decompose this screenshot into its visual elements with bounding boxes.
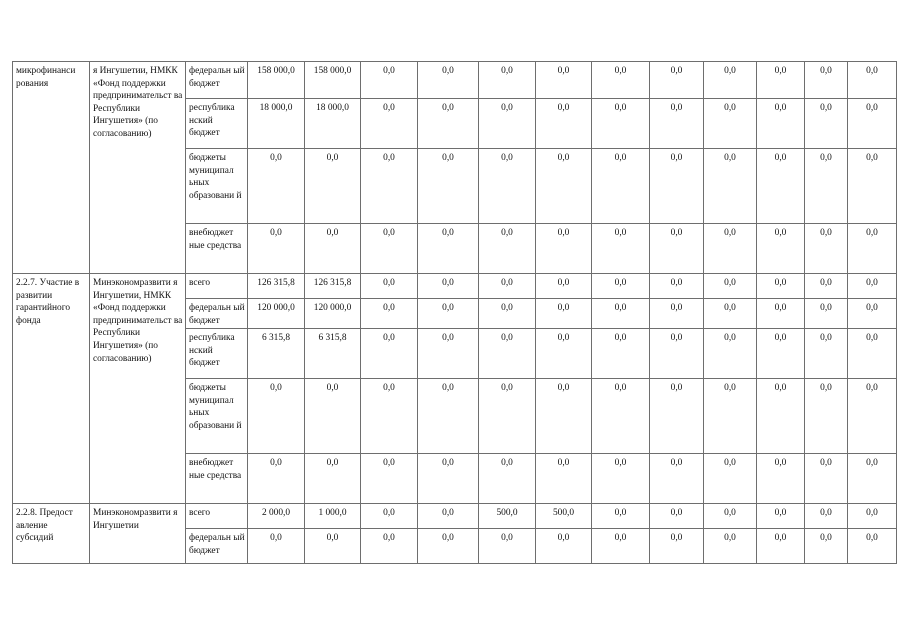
value-cell: 0,0: [479, 529, 536, 564]
table-row: [13, 504, 897, 529]
value-cell: 0,0: [479, 299, 536, 329]
value-cell: 0,0: [805, 454, 848, 504]
value-cell: 0,0: [592, 454, 650, 504]
value-cell: 0,0: [757, 224, 805, 274]
value-cell: 158 000,0: [305, 62, 361, 99]
value-cell: 0,0: [592, 379, 650, 454]
value-cell: 126 315,8: [248, 274, 305, 299]
value-cell: 0,0: [305, 454, 361, 504]
funding-source-cell: республика нский бюджет: [186, 99, 248, 149]
value-cell: 0,0: [592, 504, 650, 529]
value-cell: 0,0: [805, 299, 848, 329]
value-cell: 0,0: [418, 224, 479, 274]
value-cell: 0,0: [848, 529, 897, 564]
value-cell: 0,0: [805, 149, 848, 224]
value-cell: 0,0: [848, 454, 897, 504]
value-cell: 0,0: [592, 62, 650, 99]
value-cell: 0,0: [805, 274, 848, 299]
value-cell: 0,0: [805, 224, 848, 274]
value-cell: 0,0: [650, 329, 704, 379]
value-cell: 0,0: [305, 149, 361, 224]
funding-source-cell: бюджеты муниципал ьных образовани й: [186, 379, 248, 454]
value-cell: 0,0: [650, 504, 704, 529]
value-cell: 0,0: [479, 274, 536, 299]
value-cell: 0,0: [592, 299, 650, 329]
value-cell: 0,0: [305, 224, 361, 274]
funding-source-cell: всего: [186, 274, 248, 299]
funding-source-cell: всего: [186, 504, 248, 529]
value-cell: 0,0: [805, 329, 848, 379]
value-cell: 0,0: [592, 149, 650, 224]
value-cell: 0,0: [704, 379, 757, 454]
value-cell: 0,0: [805, 504, 848, 529]
value-cell: 0,0: [418, 529, 479, 564]
value-cell: 500,0: [479, 504, 536, 529]
value-cell: 0,0: [650, 454, 704, 504]
funding-source-cell: внебюджет ные средства: [186, 224, 248, 274]
value-cell: 0,0: [848, 329, 897, 379]
value-cell: 0,0: [536, 149, 592, 224]
value-cell: 0,0: [704, 454, 757, 504]
value-cell: 0,0: [704, 149, 757, 224]
value-cell: 120 000,0: [305, 299, 361, 329]
value-cell: 0,0: [650, 224, 704, 274]
value-cell: 0,0: [418, 454, 479, 504]
value-cell: 0,0: [592, 224, 650, 274]
value-cell: 0,0: [361, 329, 418, 379]
value-cell: 18 000,0: [305, 99, 361, 149]
value-cell: 0,0: [479, 454, 536, 504]
value-cell: 0,0: [757, 62, 805, 99]
funding-source-cell: внебюджет ные средства: [186, 454, 248, 504]
value-cell: 120 000,0: [248, 299, 305, 329]
value-cell: 0,0: [361, 62, 418, 99]
value-cell: 0,0: [848, 99, 897, 149]
value-cell: 0,0: [848, 274, 897, 299]
value-cell: 0,0: [805, 62, 848, 99]
value-cell: 0,0: [704, 224, 757, 274]
value-cell: 0,0: [536, 299, 592, 329]
value-cell: 0,0: [361, 224, 418, 274]
table-row: [13, 62, 897, 99]
value-cell: 0,0: [361, 504, 418, 529]
funding-source-cell: федеральн ый бюджет: [186, 529, 248, 564]
value-cell: 0,0: [650, 529, 704, 564]
table-row: [13, 274, 897, 299]
value-cell: 0,0: [248, 529, 305, 564]
value-cell: 0,0: [536, 454, 592, 504]
value-cell: 0,0: [361, 99, 418, 149]
value-cell: 0,0: [704, 329, 757, 379]
value-cell: 0,0: [757, 299, 805, 329]
value-cell: 0,0: [592, 99, 650, 149]
value-cell: 0,0: [248, 224, 305, 274]
value-cell: 0,0: [650, 62, 704, 99]
value-cell: 6 315,8: [305, 329, 361, 379]
value-cell: 0,0: [361, 274, 418, 299]
value-cell: 0,0: [704, 529, 757, 564]
value-cell: 0,0: [418, 379, 479, 454]
value-cell: 0,0: [704, 299, 757, 329]
value-cell: 0,0: [757, 379, 805, 454]
value-cell: 0,0: [361, 379, 418, 454]
value-cell: 0,0: [536, 62, 592, 99]
value-cell: 0,0: [757, 99, 805, 149]
value-cell: 18 000,0: [248, 99, 305, 149]
value-cell: 0,0: [418, 504, 479, 529]
value-cell: 0,0: [592, 329, 650, 379]
value-cell: 0,0: [848, 62, 897, 99]
value-cell: 0,0: [305, 529, 361, 564]
funding-source-cell: федеральн ый бюджет: [186, 62, 248, 99]
value-cell: 0,0: [704, 504, 757, 529]
value-cell: 0,0: [536, 329, 592, 379]
value-cell: 0,0: [848, 379, 897, 454]
value-cell: 158 000,0: [248, 62, 305, 99]
value-cell: 0,0: [536, 379, 592, 454]
value-cell: 2 000,0: [248, 504, 305, 529]
value-cell: 0,0: [361, 149, 418, 224]
value-cell: 0,0: [418, 62, 479, 99]
measure-title-cell: 2.2.8. Предост авление субсидий: [13, 504, 90, 564]
value-cell: 0,0: [248, 454, 305, 504]
funding-source-cell: республика нский бюджет: [186, 329, 248, 379]
value-cell: 0,0: [848, 224, 897, 274]
value-cell: 0,0: [536, 274, 592, 299]
value-cell: 0,0: [757, 149, 805, 224]
value-cell: 0,0: [479, 62, 536, 99]
value-cell: 0,0: [704, 62, 757, 99]
value-cell: 1 000,0: [305, 504, 361, 529]
value-cell: 0,0: [650, 99, 704, 149]
budget-table: [12, 61, 897, 564]
value-cell: 0,0: [592, 274, 650, 299]
value-cell: 0,0: [536, 99, 592, 149]
value-cell: 0,0: [650, 379, 704, 454]
value-cell: 0,0: [650, 299, 704, 329]
value-cell: 0,0: [757, 329, 805, 379]
value-cell: 0,0: [479, 149, 536, 224]
value-cell: 0,0: [704, 274, 757, 299]
value-cell: 0,0: [361, 454, 418, 504]
value-cell: 0,0: [418, 99, 479, 149]
value-cell: 0,0: [305, 379, 361, 454]
value-cell: 0,0: [418, 299, 479, 329]
executor-cell: Минэкономразвити я Ингушетии, НМКК «Фонд поддержки предпринимательст ва Республики Ингушетия» (по согласованию): [90, 274, 186, 504]
value-cell: 0,0: [704, 99, 757, 149]
value-cell: 0,0: [650, 149, 704, 224]
value-cell: 0,0: [848, 504, 897, 529]
executor-cell: Минэкономразвити я Ингушетии: [90, 504, 186, 564]
value-cell: 0,0: [757, 274, 805, 299]
value-cell: 0,0: [757, 529, 805, 564]
value-cell: 0,0: [248, 379, 305, 454]
executor-cell: я Ингушетии, НМКК «Фонд поддержки предпринимательст ва Республики Ингушетия» (по согласованию): [90, 62, 186, 274]
value-cell: 0,0: [805, 529, 848, 564]
value-cell: 0,0: [418, 149, 479, 224]
value-cell: 6 315,8: [248, 329, 305, 379]
value-cell: 0,0: [479, 224, 536, 274]
value-cell: 0,0: [592, 529, 650, 564]
value-cell: 0,0: [757, 504, 805, 529]
measure-title-cell: 2.2.7. Участие в развитии гарантийного фонда: [13, 274, 90, 504]
funding-source-cell: бюджеты муниципал ьных образовани й: [186, 149, 248, 224]
funding-source-cell: федеральн ый бюджет: [186, 299, 248, 329]
value-cell: 0,0: [479, 329, 536, 379]
value-cell: 0,0: [848, 149, 897, 224]
value-cell: 500,0: [536, 504, 592, 529]
value-cell: 0,0: [536, 529, 592, 564]
value-cell: 0,0: [418, 329, 479, 379]
value-cell: 0,0: [650, 274, 704, 299]
value-cell: 0,0: [479, 99, 536, 149]
value-cell: 0,0: [361, 529, 418, 564]
measure-title-cell: микрофинанси рования: [13, 62, 90, 274]
value-cell: 0,0: [418, 274, 479, 299]
value-cell: 0,0: [805, 99, 848, 149]
value-cell: 126 315,8: [305, 274, 361, 299]
value-cell: 0,0: [536, 224, 592, 274]
value-cell: 0,0: [757, 454, 805, 504]
value-cell: 0,0: [848, 299, 897, 329]
value-cell: 0,0: [805, 379, 848, 454]
value-cell: 0,0: [361, 299, 418, 329]
value-cell: 0,0: [248, 149, 305, 224]
value-cell: 0,0: [479, 379, 536, 454]
